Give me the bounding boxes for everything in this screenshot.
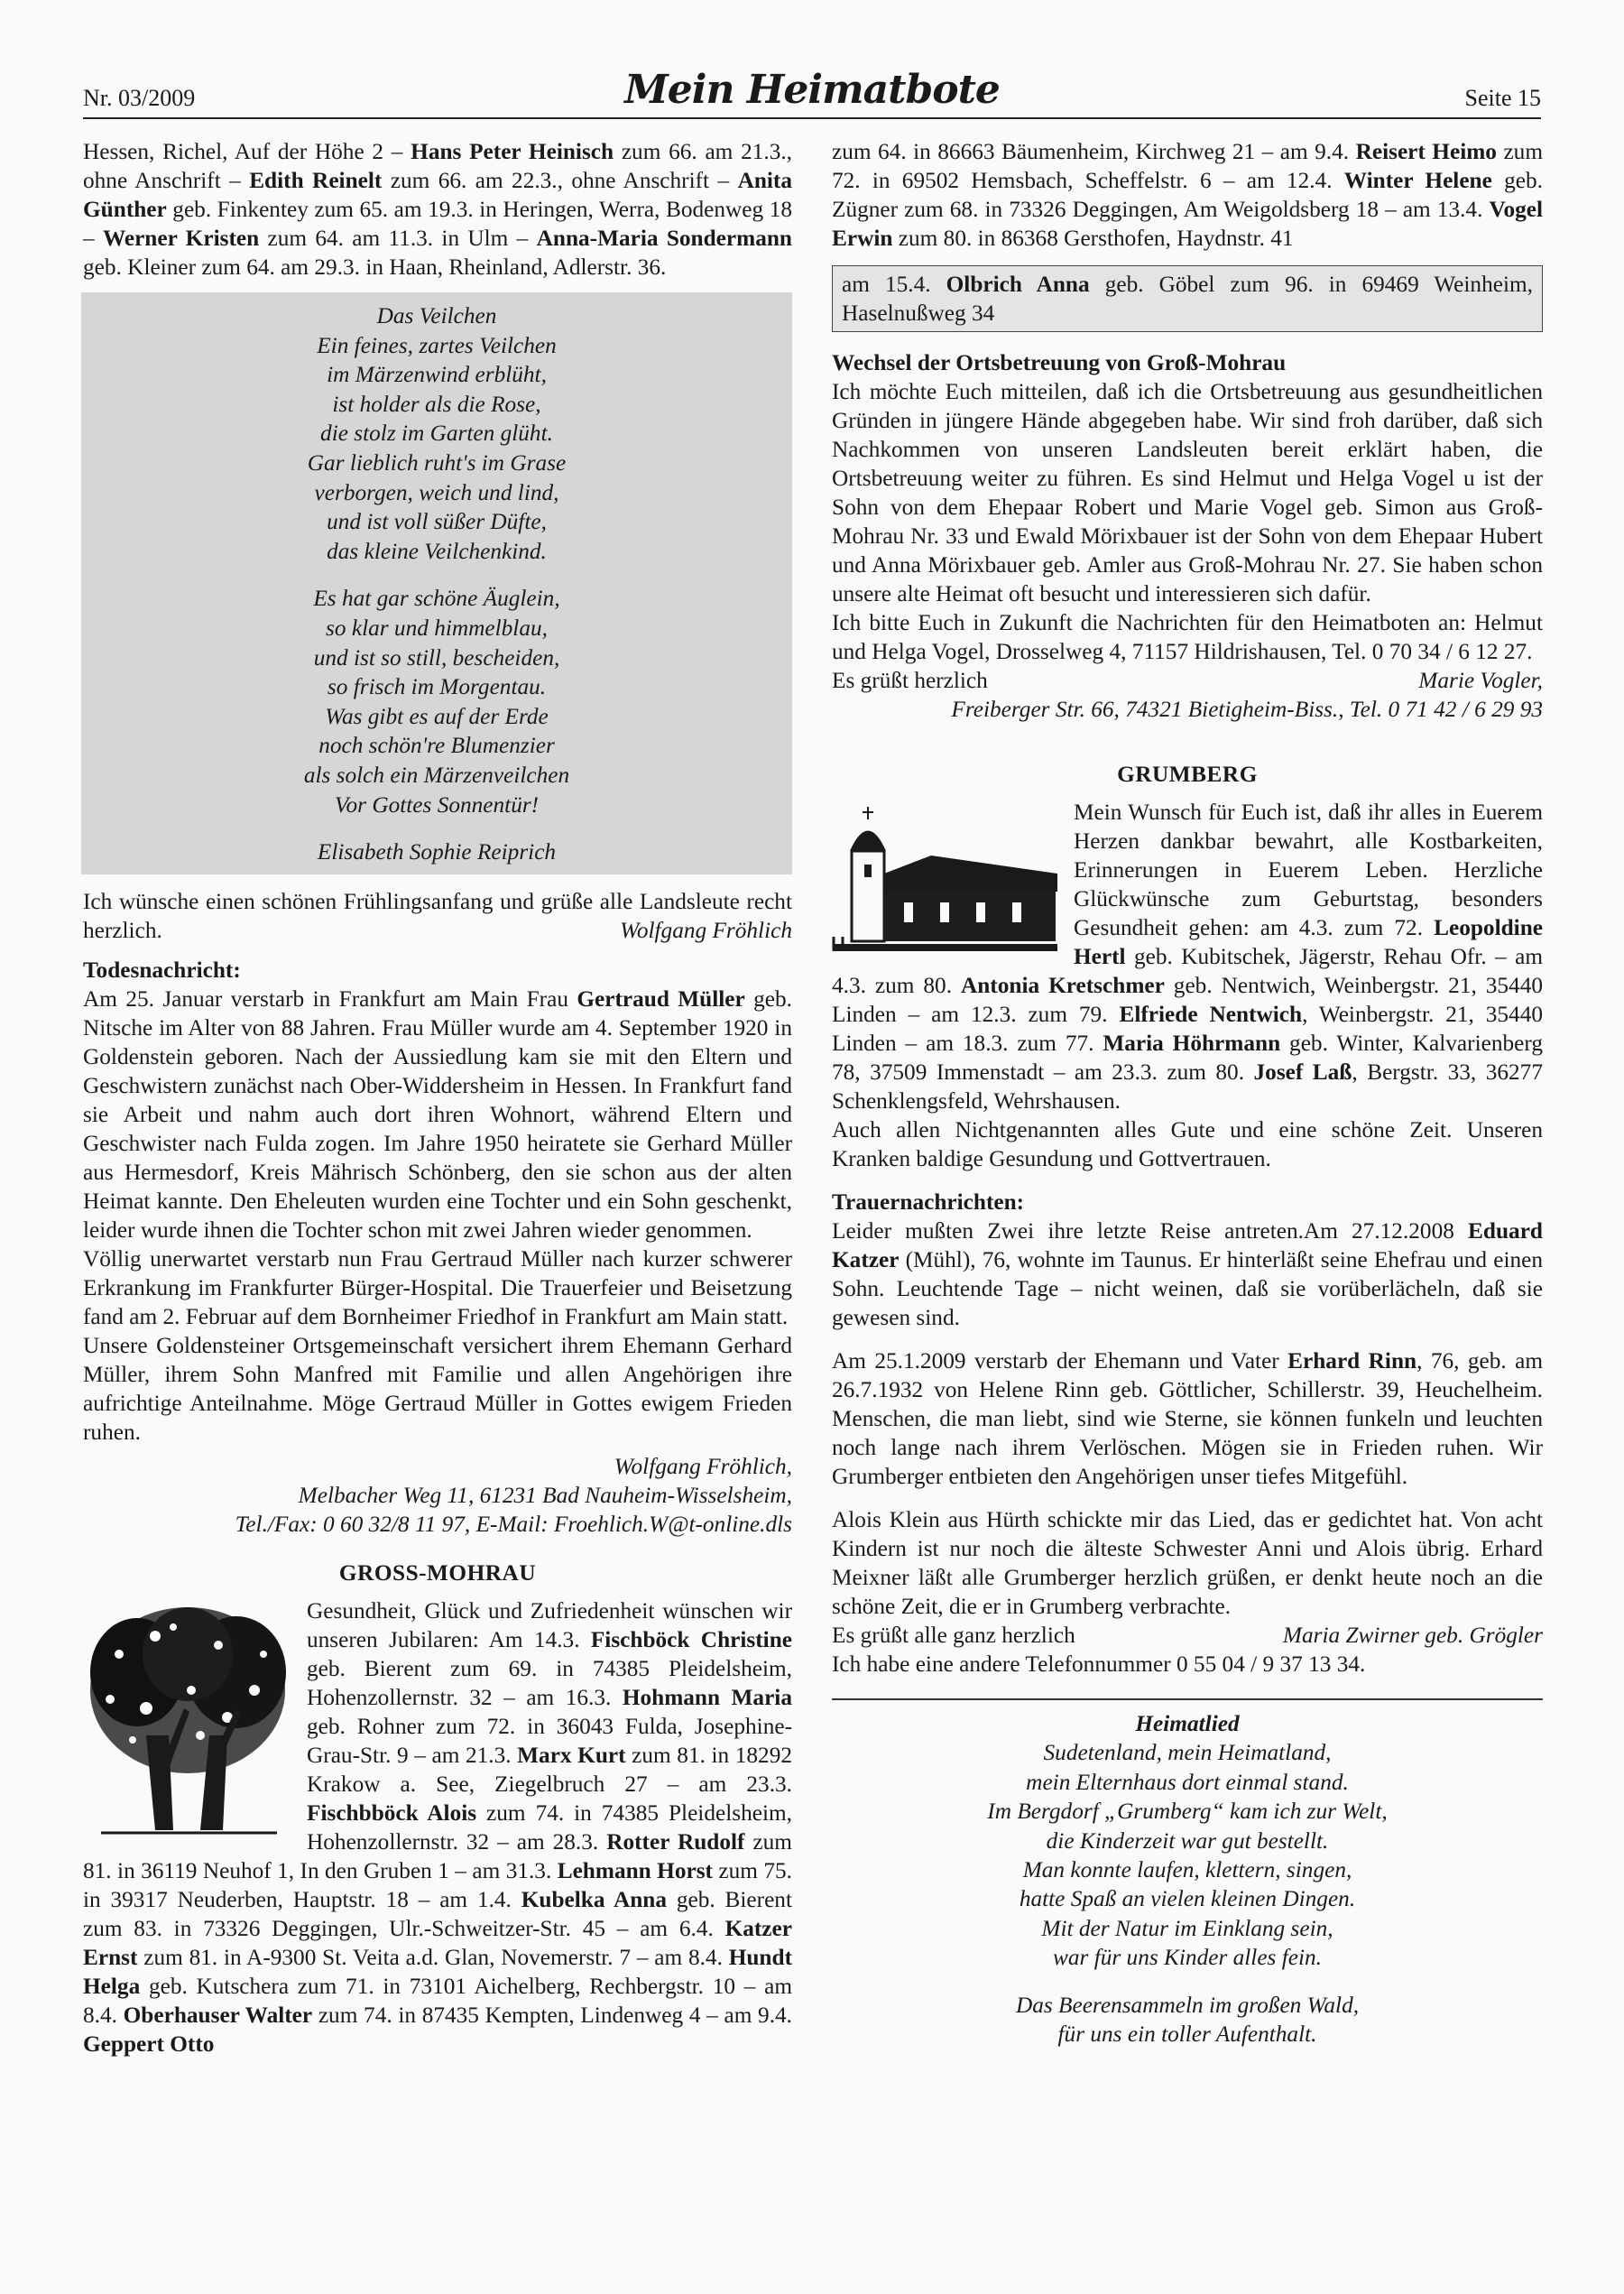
poem-line: für uns ein toller Aufenthalt. xyxy=(1057,2021,1317,2048)
section-heading-gross-mohrau: GROSS-MOHRAU xyxy=(338,1559,537,1586)
spacer xyxy=(832,1332,1543,1346)
alois-text: Alois Klein aus Hürth schickte mir das Lied, das er gedichtet hat. Von acht Kindern ist nur noch die älteste Schwester Anni und Alois übrig. Erhard Meixner läßt alle Grumberger herzlich grüßen, er denkt heute noch an die schöne Zeit, die er in Grumberg verbrachte. xyxy=(832,1507,1543,1619)
issue-number: Nr. 03/2009 xyxy=(83,85,196,111)
poem-line: war für uns Kinder alles fein. xyxy=(1053,1945,1322,1971)
person-name: Elfriede Nentwich xyxy=(1119,1002,1303,1027)
poem-line: mein Elternhaus dort einmal stand. xyxy=(1026,1769,1349,1795)
poem-line: hatte Spaß an vielen kleinen Dingen. xyxy=(1019,1886,1356,1912)
birthday-list-continued-right: zum 64. in 86663 Bäumenheim, Kirchweg 21 – am 9.4. Reisert Heimo zum 72. in 69502 Hemsbach, Scheffelstr. 6 – am 12.4. Winter Helene geb. Zügner zum 68. in 73326 Deggingen, Am Weigoldsberg 18 – am 13.4. Vogel Erwin zum 80. in 86368 Gersthofen, Haydnstr. 41 xyxy=(832,139,1543,251)
heimatlied-title: Heimatlied xyxy=(1135,1711,1240,1736)
alois-signature: Maria Zwirner geb. Grögler xyxy=(1282,1623,1543,1648)
phone-note: Ich habe eine andere Telefonnummer 0 55 04 / 9 37 13 34. xyxy=(832,1651,1366,1677)
trauer-heading: Trauernachrichten: xyxy=(832,1189,1025,1215)
death-notice-text-3: Unsere Goldensteiner Ortsgemeinschaft versichert ihrem Ehemann Gerhard Müller, ihrem Sohn Manfred mit Familie und allen Angehörigen ihre aufrichtige Anteilnahme. Möge Gertraud Müller in Gottes ewigem Frieden ruhen. xyxy=(83,1332,792,1445)
poem-line: ist holder als die Rose, xyxy=(332,391,541,417)
person-name: Winter Helene xyxy=(1343,168,1492,193)
person-name: Lehmann Horst xyxy=(557,1857,713,1883)
change-heading: Wechsel der Ortsbetreuung von Groß-Mohrau xyxy=(832,350,1287,375)
person-name: Fischbböck Alois xyxy=(307,1799,477,1826)
poem-line: Im Bergdorf „Grumberg“ kam ich zur Welt, xyxy=(987,1799,1388,1825)
poem-line: verborgen, weich und lind, xyxy=(314,479,559,505)
grumberg-section xyxy=(832,798,1543,1173)
person-name: Hundt Helga xyxy=(83,1944,792,1999)
person-name: Gertraud Müller xyxy=(577,985,745,1012)
person-name: Josef Laß xyxy=(1253,1059,1352,1085)
person-name: Anita Günther xyxy=(83,168,793,222)
person-name: Eduard Katzer xyxy=(832,1218,1543,1272)
poem-line: so klar und himmelblau, xyxy=(326,615,548,641)
person-name: Oberhauser Walter xyxy=(123,2002,313,2028)
poem-author: Elisabeth Sophie Reiprich xyxy=(317,839,557,865)
poem-line: Man konnte laufen, klettern, singen, xyxy=(1022,1857,1352,1883)
section-divider xyxy=(832,1698,1543,1700)
right-column xyxy=(832,137,1543,2049)
poem-line: Mit der Natur im Einklang sein, xyxy=(1041,1915,1333,1941)
poem-line: Ein feines, zartes Veilchen xyxy=(317,332,557,358)
death-notice-text: Am 25. Januar verstarb in Frankfurt am Main Frau Gertraud Müller geb. Nitsche im Alter von 88 Jahren. Frau Müller wurde am 4. September 1920 in Goldenstein geboren. Nach der Aussiedlung kam sie mit den Eltern und Geschwistern zunächst nach Ober-Widdersheim in Hessen. In Frankfurt fand sie Arbeit und nahm auch dort ihren Wohnort, während Eltern und Geschwister nach Fulda zogen. Im Jahre 1950 heiratete sie Gerhard Müller aus Hermesdorf, Kreis Mährisch Schönberg, den sie schon aus der alten Heimat kannte. Den Eheleuten wurden eine Tochter und ein Sohn geschenkt, leider wurde ihnen die Tochter schon mit zwei Jahren wieder genommen. xyxy=(83,985,792,1243)
poem-line: Sudetenland, mein Heimatland, xyxy=(1043,1740,1332,1766)
poem-line: die stolz im Garten glüht. xyxy=(320,421,553,447)
person-name: Maria Höhrmann xyxy=(1103,1031,1281,1056)
masthead-logo: Mein Heimatbote xyxy=(624,67,1000,113)
poem-stanza xyxy=(81,584,792,819)
person-name: Edith Reinelt xyxy=(249,168,383,193)
poem-line: Das Beerensammeln im großen Wald, xyxy=(1015,1992,1360,2018)
alois-greeting: Es grüßt alle ganz herzlich xyxy=(832,1623,1075,1648)
person-name: Hohmann Maria xyxy=(622,1684,792,1710)
left-column xyxy=(83,137,792,2058)
person-name: Geppert Otto xyxy=(83,2030,215,2057)
signature-address: Melbacher Weg 11, 61231 Bad Nauheim-Wisselsheim, xyxy=(298,1482,792,1508)
page-header xyxy=(83,67,1541,119)
signature-contact: Tel./Fax: 0 60 32/8 11 97, E-Mail: Froehlich.W@t-online.dls xyxy=(235,1511,792,1537)
greeting-line xyxy=(832,666,1543,695)
grumberg-birthdays: Mein Wunsch für Euch ist, daß ihr alles in Euerem Herzen dankbar bewahrt, alle Kostbarkeiten, Erinnerungen in Euerem Leben. Herzliche Glückwünsche zum Geburtstag, besonders Gesundheit gehen: am 4.3. zum 72. Leopoldine Hertl geb. Kubitschek, Jägerstr, Rehau Ofr. – am 4.3. zum 80. Antonia Kretschmer geb. Nentwich, Weinbergstr. 21, 35440 Linden – am 12.3. zum 79. Elfriede Nentwich, Weinbergstr. 21, 35440 Linden – am 18.3. zum 77. Maria Höhrmann geb. Winter, Kalvarienberg 78, 37509 Immenstadt – am 23.3. zum 80. Josef Laß, Bergstr. 33, 36277 Schenklengsfeld, Wehrshausen. xyxy=(832,800,1544,1114)
gross-mohrau-section xyxy=(83,1596,792,2058)
poem-title: Das Veilchen xyxy=(376,303,497,328)
person-name: Antonia Kretschmer xyxy=(960,973,1165,998)
church-illustration xyxy=(832,801,1059,957)
poem-line: und ist so still, bescheiden, xyxy=(313,644,560,671)
page-number: Seite 15 xyxy=(1464,85,1541,111)
greeting-left: Es grüßt herzlich xyxy=(832,668,988,693)
person-name: Anna-Maria Sondermann xyxy=(536,226,792,251)
poem-line: Was gibt es auf der Erde xyxy=(325,703,549,729)
heimatlied-stanza-2 xyxy=(832,1991,1543,2049)
death-notice-text-2: Völlig unerwartet verstarb nun Frau Gertraud Müller nach kurzer schwerer Erkrankung im Frankfurter Bürger-Hospital. Die Trauerfeier und Beisetzung fand am 2. Februar auf dem Bornheimer Friedhof in Frankfurt am Main statt. xyxy=(83,1245,792,1329)
alois-greeting-line xyxy=(832,1621,1543,1650)
person-name: Hans Peter Heinisch xyxy=(411,139,614,164)
greeting-signature: Wolfgang Fröhlich xyxy=(620,917,792,943)
tree-illustration xyxy=(83,1600,292,1836)
person-name: Rotter Rudolf xyxy=(606,1828,745,1855)
poem-line: noch schön're Blumenzier xyxy=(318,733,555,759)
person-name: Erhard Rinn xyxy=(1287,1348,1417,1374)
header-rule xyxy=(83,117,1541,119)
poem-line: Gar lieblich ruht's im Grase xyxy=(307,449,567,476)
gross-mohrau-birthdays: Gesundheit, Glück und Zufriedenheit wünschen wir unseren Jubilaren: Am 14.3. Fischböck Christine geb. Bierent zum 69. in 74385 Pleidelsheim, Hohenzollernstr. 32 – am 16.3. Hohmann Maria geb. Rohner zum 72. in 36043 Fulda, Josephine-Grau-Str. 9 – am 21.3. Marx Kurt zum 81. in 18292 Krakow a. See, Ziegelbruch 27 – am 23.3. Fischbböck Alois zum 74. in 74385 Pleidelsheim, Hohenzollernstr. 32 – am 28.3. Rotter Rudolf zum 81. in 36119 Neuhof 1, In den Gruben 1 – am 31.3. Lehmann Horst zum 75. in 39317 Neuderben, Hauptstr. 18 – am 1.4. Kubelka Anna geb. Bierent zum 83. in 73326 Deggingen, Ulr.-Schweitzer-Str. 45 – am 6.4. Katzer Ernst zum 81. in A-9300 St. Veita a.d. Glan, Novemerstr. 7 – am 8.4. Hundt Helga geb. Kutschera zum 71. in 73101 Aichelberg, Rechbergstr. 10 – am 8.4. Oberhauser Walter zum 74. in 87435 Kempten, Lindenweg 4 – am 9.4. Geppert Otto xyxy=(83,1597,793,2057)
greeting-address-right: Freiberger Str. 66, 74321 Bietigheim-Biss., Tel. 0 71 42 / 6 29 93 xyxy=(951,697,1543,722)
greeting-text: Ich wünsche einen schönen Frühlingsanfang und grüße alle Landsleute recht herzlich. xyxy=(83,888,792,943)
person-name: Reisert Heimo xyxy=(1355,139,1497,164)
trauer-text-2: Am 25.1.2009 verstarb der Ehemann und Vater Erhard Rinn, 76, geb. am 26.7.1932 von Helene Rinn geb. Göttlicher, Schillerstr. 39, Heuchelheim. Menschen, die man liebt, sind wie Sterne, sie können funkeln und leuchten noch lange nach ihrem Verlöschen. Mögen sie in Frieden ruhen. Wir Grumberger entbieten den Angehörigen unser tiefes Mitgefühl. xyxy=(832,1348,1544,1489)
poem-das-veilchen xyxy=(81,292,792,874)
person-name: Fischböck Christine xyxy=(590,1626,792,1652)
poem-line: im Märzenwind erblüht, xyxy=(327,362,547,388)
poem-line: Es hat gar schöne Äuglein, xyxy=(313,586,560,612)
person-name: Olbrich Anna xyxy=(946,272,1090,297)
poem-stanza xyxy=(81,331,792,567)
highlighted-birthday-text: am 15.4. Olbrich Anna geb. Göbel zum 96. in 69469 Weinheim, Haselnußweg 34 xyxy=(842,272,1533,326)
poem-heimatlied xyxy=(832,1709,1543,2049)
poem-line: so frisch im Morgentau. xyxy=(327,674,547,700)
spacer xyxy=(832,1491,1543,1505)
poem-line: das kleine Veilchenkind. xyxy=(327,538,547,564)
death-notice-heading: Todesnachricht: xyxy=(83,957,241,983)
poem-line: Vor Gottes Sonnentür! xyxy=(334,791,540,818)
person-name: Leopoldine Hertl xyxy=(1074,915,1543,969)
grumberg-wishes: Auch allen Nichtgenannten alles Gute und eine schöne Zeit. Unseren Kranken baldige Gesundung und Gottvertrauen. xyxy=(832,1117,1543,1171)
greeting-signature-right: Marie Vogler, xyxy=(1418,668,1543,693)
change-text-2: Ich bitte Euch in Zukunft die Nachrichten für den Heimatboten an: Helmut und Helga Vogel, Drosselweg 4, 71157 Hildrishausen, Tel. 0 70 34 / 6 12 27. xyxy=(832,610,1543,664)
person-name: Werner Kristen xyxy=(102,226,260,251)
birthday-list-continued: Hessen, Richel, Auf der Höhe 2 – Hans Peter Heinisch zum 66. am 21.3., ohne Anschrift – Edith Reinelt zum 66. am 22.3., ohne Anschrift – Anita Günther geb. Finkentey zum 65. am 19.3. in Heringen, Werra, Bodenweg 18 – Werner Kristen zum 64. am 11.3. in Ulm – Anna-Maria Sondermann geb. Kleiner zum 64. am 29.3. in Haan, Rheinland, Adlerstr. 36. xyxy=(83,139,793,280)
person-name: Kubelka Anna xyxy=(521,1886,667,1912)
change-text: Ich möchte Euch mitteilen, daß ich die Ortsbetreuung aus gesundheitlichen Gründen in jüngere Hände abgegeben habe. Wir sind froh darüber, daß sich Nachkommen von unseren Landsleuten bereit erklärt haben, die Ortsbetreuung weiter zu führen. Es sind Helmut und Helga Vogel u ist der Sohn von dem Ehepaar Robert und Marie Vogel geb. Simon aus Groß-Mohrau Nr. 33 und Ewald Mörixbauer ist der Sohn von dem Ehepaar Hubert und Anna Mörixbauer geb. Amler aus Groß-Mohrau Nr. 27. Sie haben schon unsere alte Heimat oft besucht und interessieren sich dafür. xyxy=(832,379,1543,606)
person-name: Vogel Erwin xyxy=(832,197,1543,251)
person-name: Marx Kurt xyxy=(517,1742,626,1768)
section-heading-grumberg: GRUMBERG xyxy=(1117,762,1258,787)
signature-name: Wolfgang Fröhlich, xyxy=(614,1453,792,1479)
heimatlied-stanza xyxy=(832,1738,1543,1972)
highlighted-birthday-box xyxy=(832,265,1543,332)
person-name: Katzer Ernst xyxy=(83,1915,792,1970)
poem-line: die Kinderzeit war gut bestellt. xyxy=(1046,1827,1329,1854)
trauer-text: Leider mußten Zwei ihre letzte Reise antreten.Am 27.12.2008 Eduard Katzer (Mühl), 76, wohnte im Taunus. Er hinterläßt seine Ehefrau und einen Sohn. Leuchtende Tage – nicht weinen, daß sie vorüberlächeln, daß sie gewesen sind. xyxy=(832,1218,1543,1330)
poem-line: als solch ein Märzenveilchen xyxy=(303,762,570,788)
poem-line: und ist voll süßer Düfte, xyxy=(327,509,547,535)
